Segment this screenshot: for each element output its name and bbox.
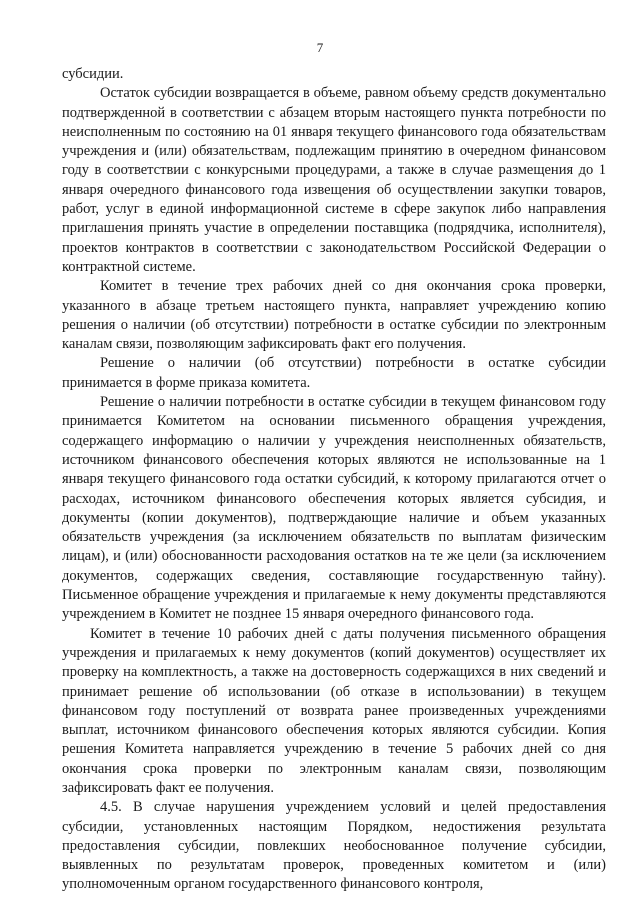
paragraph-committee-review: Комитет в течение 10 рабочих дней с даты получения письменного обращения учреждения и прилагаемых к нему документов (копий документов) осуществляет их проверку на комплектность, а также на достоверность содержащихся в них сведений и принимает решение об использовании (об отказе в использовании) в текущем финансовом году поступлений от возврата ранее произведенных учреждениями выплат, источником финансового обеспечения которых являются субсидии. Копия решения Комитета направляется учреждению в течение 5 рабочих дней со дня окончания срока проверки по электронным каналам связи, позволяющим зафиксировать факт ее получения. — [62, 625, 606, 796]
paragraph-decision-basis: Решение о наличии потребности в остатке субсидии в текущем финансовом году принимается Комитетом на основании письменного обращения учреждения, содержащего информацию о наличии у учреждения неисполненных обязательств, источником финансового обеспечения которых являются не использованные на 1 января текущего финансового года остатки субсидий, к которому прилагаются отчет о расходах, источником финансового обеспечения которых является субсидия, и документы (копии документов), подтверждающие наличие и объем указанных обязательств учреждения (за исключением обязательств по выплатам физическим лицам), и (или) обоснованности расходования остатков на те же цели (за исключением документов, содержащих сведения, составляющие государственную тайну). Письменное обращение учреждения и прилагаемые к нему документы представляются учреждением в Комитет не позднее 15 января очередного финансового года. — [62, 394, 606, 623]
paragraph-committee-notice: Комитет в течение трех рабочих дней со дня окончания срока проверки, указанного в абзаце третьем настоящего пункта, направляет учреждению копию решения о наличии (об отсутствии) потребности в остатке субсидии по электронным каналам связи, позволяющим зафиксировать факт его получения. — [62, 278, 606, 353]
paragraph-section-4-5: 4.5. В случае нарушения учреждением условий и целей предоставления субсидии, установленных настоящим Порядком, недостижения результата предоставления субсидии, повлекших необоснованное получение субсидии, выявленных по результатам проверок, проведенных комитетом и (или) уполномоченным органом государственного финансового контроля, — [62, 799, 606, 893]
page-number: 7 — [316, 40, 324, 55]
document-body — [62, 65, 606, 895]
paragraph-decision-form: Решение о наличии (об отсутствии) потребности в остатке субсидии принимается в форме приказа комитета. — [62, 355, 606, 391]
paragraph-subsidy-remainder: Остаток субсидии возвращается в объеме, равном объему средств документально подтвержденной в соответствии с абзацем вторым настоящего пункта потребности по неисполненным по состоянию на 01 января текущего финансового года обязательствам учреждения и (или) обязательствам, подлежащим принятию в очередном финансовом году в соответствии с конкурсными процедурами, а также в случае размещения до 1 января очередного финансового года извещения об осуществлении закупки товаров, работ, услуг в единой информационной системе в сфере закупок либо направления приглашения принять участие в определении поставщика (подрядчика, исполнителя), проектов контрактов в соответствии с законодательством Российской Федерации о контрактной системе. — [62, 85, 606, 275]
paragraph-continuation: субсидии. — [62, 66, 124, 82]
